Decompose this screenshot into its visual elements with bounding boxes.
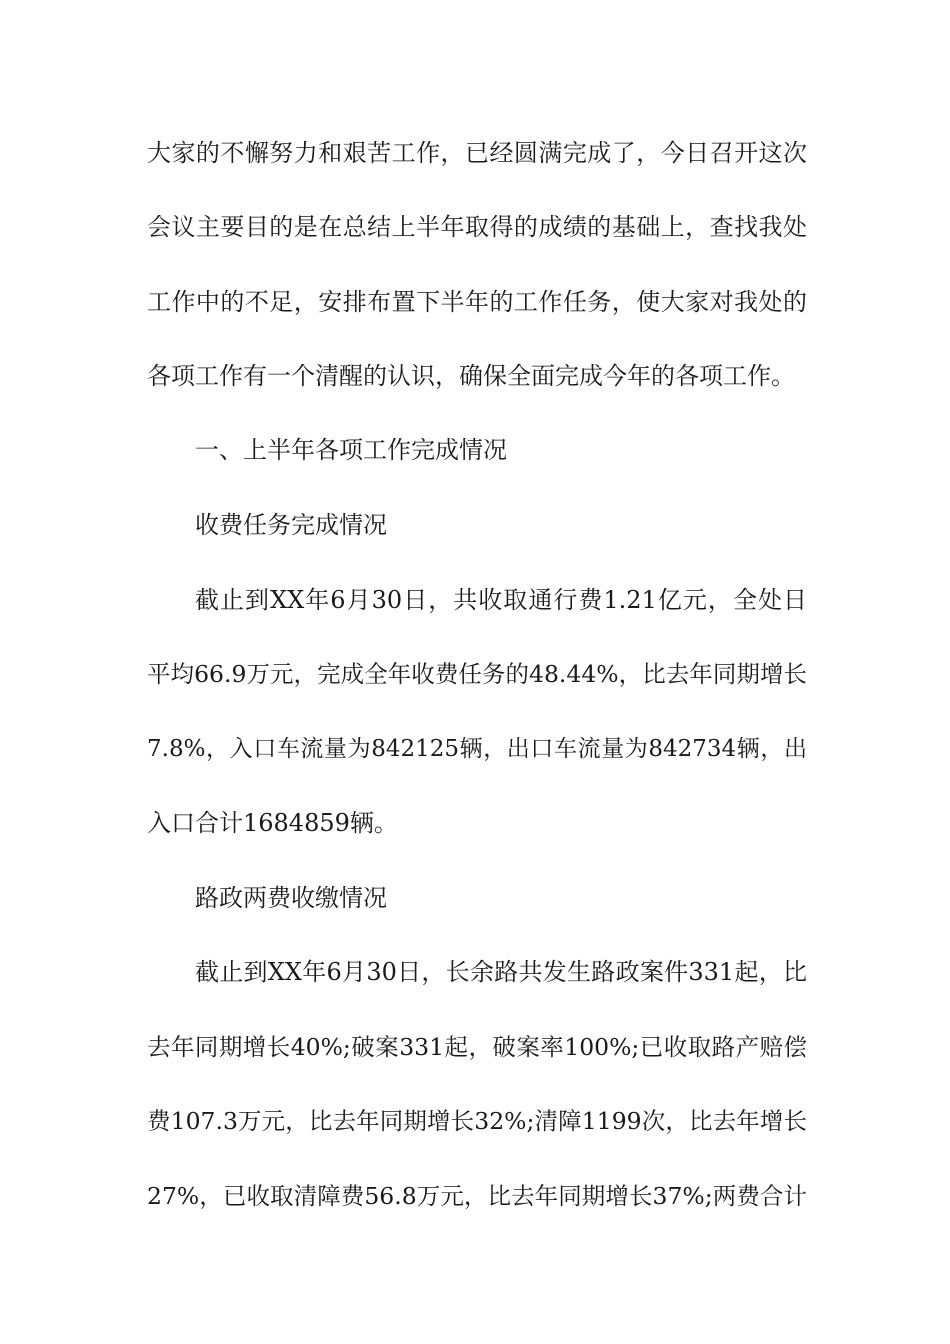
paragraph-line: 工作中的不足，安排布置下半年的工作任务，使大家对我处的 bbox=[147, 288, 807, 316]
paragraph-line: 截止到XX年6月30日，长余路共发生路政案件331起，比 bbox=[195, 958, 807, 986]
paragraph-line: 大家的不懈努力和艰苦工作，已经圆满完成了，今日召开这次 bbox=[147, 139, 807, 167]
paragraph-line: 27%，已收取清障费56.8万元，比去年同期增长37%;两费合计 bbox=[147, 1182, 807, 1210]
paragraph-line: 去年同期增长40%;破案331起，破案率100%;已收取路产赔偿 bbox=[147, 1033, 807, 1061]
paragraph-line: 入口合计1684859辆。 bbox=[147, 809, 398, 837]
paragraph-line: 各项工作有一个清醒的认识，确保全面完成今年的各项工作。 bbox=[147, 362, 795, 390]
paragraph-line: 7.8%，入口车流量为842125辆，出口车流量为842734辆，出 bbox=[147, 736, 807, 762]
paragraph-line: 费107.3万元，比去年同期增长32%;清障1199次，比去年增长 bbox=[147, 1107, 807, 1135]
section-heading: 一、上半年各项工作完成情况 bbox=[195, 436, 507, 464]
paragraph-line: 截止到XX年6月30日，共收取通行费1.21亿元，全处日 bbox=[195, 586, 807, 614]
paragraph-line: 平均66.9万元，完成全年收费任务的48.44%，比去年同期增长 bbox=[147, 660, 807, 688]
subsection-heading: 路政两费收缴情况 bbox=[195, 884, 387, 912]
paragraph-line: 会议主要目的是在总结上半年取得的成绩的基础上，查找我处 bbox=[147, 213, 807, 241]
subsection-heading: 收费任务完成情况 bbox=[195, 511, 387, 539]
